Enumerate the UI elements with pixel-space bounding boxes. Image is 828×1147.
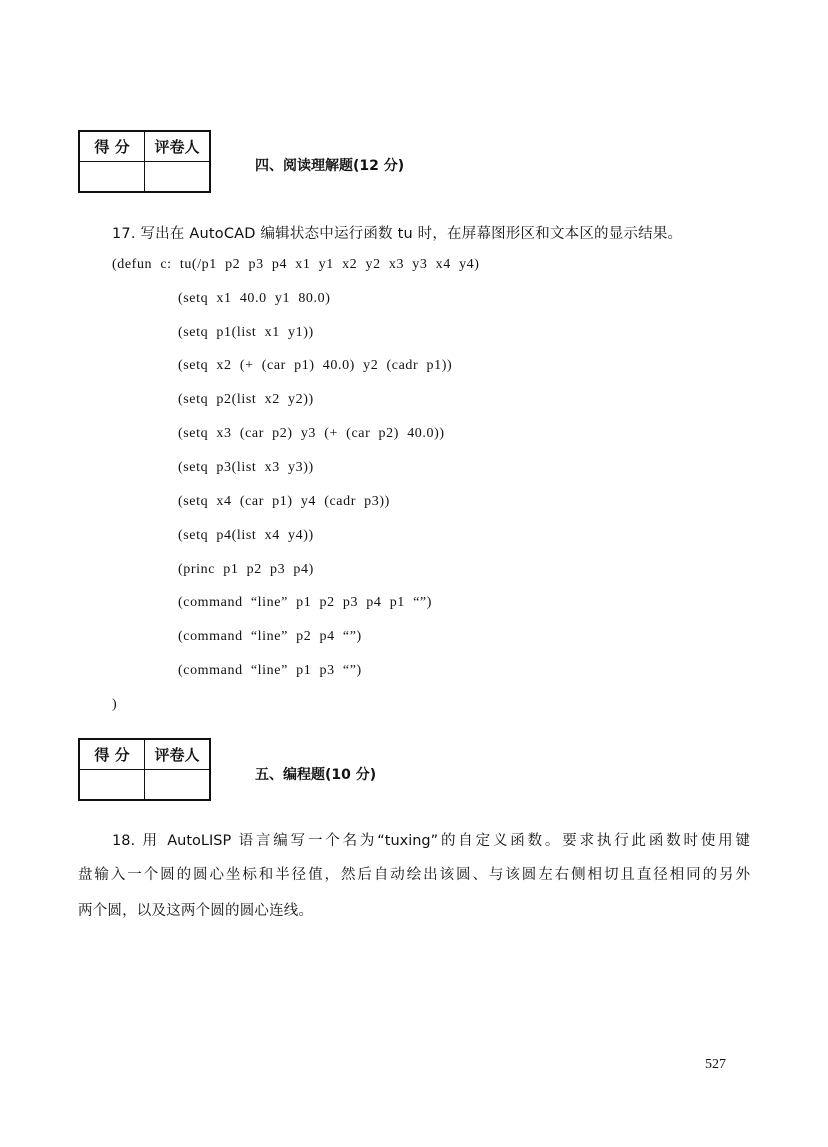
score-label: 得 分 bbox=[79, 739, 145, 770]
score-label: 得 分 bbox=[79, 131, 145, 162]
code-line: (setq p1(list x1 y1)) bbox=[178, 325, 314, 340]
code-line: (setq p4(list x4 y4)) bbox=[178, 528, 314, 543]
grader-label: 评卷人 bbox=[145, 739, 211, 770]
grader-label: 评卷人 bbox=[145, 131, 211, 162]
q18-line-2: 盘输入一个圆的圆心坐标和半径值，然后自动绘出该圆、与该圆左右侧相切且直径相同的另外 bbox=[78, 867, 750, 883]
code-line: (command “line” p2 p4 “”) bbox=[178, 629, 362, 644]
code-line: ) bbox=[112, 697, 118, 712]
code-line: (command “line” p1 p3 “”) bbox=[178, 663, 362, 678]
code-line: (defun c: tu(/p1 p2 p3 p4 x1 y1 x2 y2 x3 y3 x4 y4) bbox=[112, 257, 480, 272]
section-5-title: 五、编程题(10 分) bbox=[255, 767, 377, 783]
code-line: (command “line” p1 p2 p3 p4 p1 “”) bbox=[178, 595, 432, 610]
code-line: (setq x4 (car p1) y4 (cadr p3)) bbox=[178, 494, 390, 509]
score-cell bbox=[79, 770, 145, 801]
score-table-section-5 bbox=[78, 738, 211, 801]
code-line: (setq p3(list x3 y3)) bbox=[178, 460, 314, 475]
q17-prompt: 17. 写出在 AutoCAD 编辑状态中运行函数 tu 时，在屏幕图形区和文本区的显示结果。 bbox=[112, 226, 683, 242]
grader-cell bbox=[145, 770, 211, 801]
code-line: (setq x2 (+ (car p1) 40.0) y2 (cadr p1)) bbox=[178, 358, 453, 373]
page-number: 527 bbox=[705, 1057, 726, 1072]
code-line: (setq p2(list x2 y2)) bbox=[178, 392, 314, 407]
q18-line-3: 两个圆，以及这两个圆的圆心连线。 bbox=[78, 903, 314, 919]
score-cell bbox=[79, 162, 145, 193]
code-line: (princ p1 p2 p3 p4) bbox=[178, 562, 314, 577]
grader-cell bbox=[145, 162, 211, 193]
code-line: (setq x1 40.0 y1 80.0) bbox=[178, 291, 331, 306]
section-4-title: 四、阅读理解题(12 分) bbox=[255, 158, 405, 174]
score-table-section-4 bbox=[78, 130, 211, 193]
code-line: (setq x3 (car p2) y3 (+ (car p2) 40.0)) bbox=[178, 426, 445, 441]
q18-line-1: 18. 用 AutoLISP 语言编写一个名为“tuxing”的自定义函数。要求执行此函数时使用键 bbox=[112, 833, 750, 849]
